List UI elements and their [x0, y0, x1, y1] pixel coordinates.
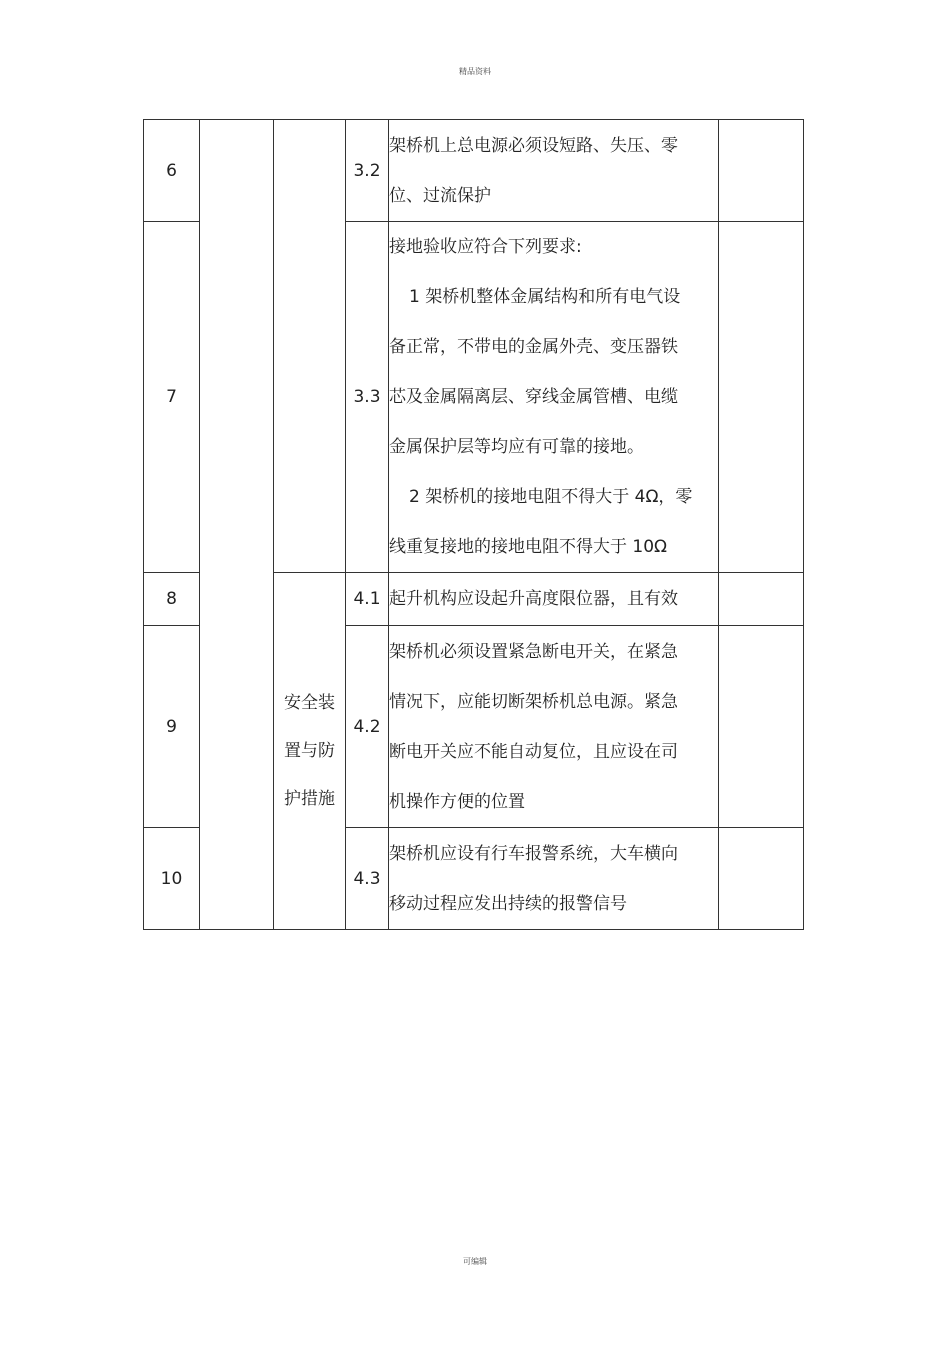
text-line: 备正常，不带电的金属外壳、变压器铁	[389, 337, 678, 357]
requirement-text	[389, 120, 719, 222]
result-cell	[719, 573, 804, 626]
row-index: 9	[144, 626, 200, 828]
result-cell	[719, 828, 804, 930]
header-note: 精品资料	[459, 67, 491, 76]
row-index: 6	[144, 120, 200, 222]
text-line: 位、过流保护	[389, 185, 491, 206]
text-line: 移动过程应发出持续的报警信号	[389, 893, 627, 914]
empty-column-cell	[200, 120, 274, 930]
requirement-text	[389, 573, 719, 626]
footer-note: 可编辑	[463, 1257, 487, 1266]
text-line: 线重复接地的接地电阻不得大于 10Ω	[389, 537, 668, 557]
clause-number: 3.3	[346, 222, 389, 573]
text-line: 架桥机必须设置紧急断电开关，在紧急	[389, 641, 678, 662]
category-line: 安全装	[284, 693, 335, 713]
text-line: 架桥机上总电源必须设短路、失压、零	[389, 135, 678, 156]
row-index: 8	[144, 573, 200, 626]
category-line: 置与防	[284, 741, 335, 761]
text-line: 2 架桥机的接地电阻不得大于 4Ω，零	[409, 487, 693, 507]
clause-number: 4.3	[346, 828, 389, 930]
text-line: 情况下，应能切断架桥机总电源。紧急	[389, 691, 678, 712]
clause-number: 4.1	[346, 573, 389, 626]
result-cell	[719, 626, 804, 828]
category-safety-devices	[274, 573, 346, 930]
text-line: 金属保护层等均应有可靠的接地。	[389, 437, 644, 457]
row-index: 10	[144, 828, 200, 930]
result-cell	[719, 120, 804, 222]
table-row	[144, 120, 804, 222]
text-line: 接地验收应符合下列要求:	[389, 237, 582, 257]
inspection-table	[143, 119, 804, 930]
result-cell	[719, 222, 804, 573]
text-line: 机操作方便的位置	[389, 791, 525, 812]
text-line: 架桥机应设有行车报警系统，大车横向	[389, 843, 678, 864]
requirement-text	[389, 828, 719, 930]
clause-number: 3.2	[346, 120, 389, 222]
category-line: 护措施	[284, 789, 335, 809]
text-line: 起升机构应设起升高度限位器，且有效	[389, 589, 678, 609]
clause-number: 4.2	[346, 626, 389, 828]
requirement-text	[389, 626, 719, 828]
text-line: 1 架桥机整体金属结构和所有电气设	[409, 287, 681, 307]
category-cell-upper	[274, 120, 346, 573]
text-line: 芯及金属隔离层、穿线金属管槽、电缆	[389, 387, 678, 407]
row-index: 7	[144, 222, 200, 573]
text-line: 断电开关应不能自动复位，且应设在司	[389, 741, 678, 762]
requirement-text	[389, 222, 719, 573]
